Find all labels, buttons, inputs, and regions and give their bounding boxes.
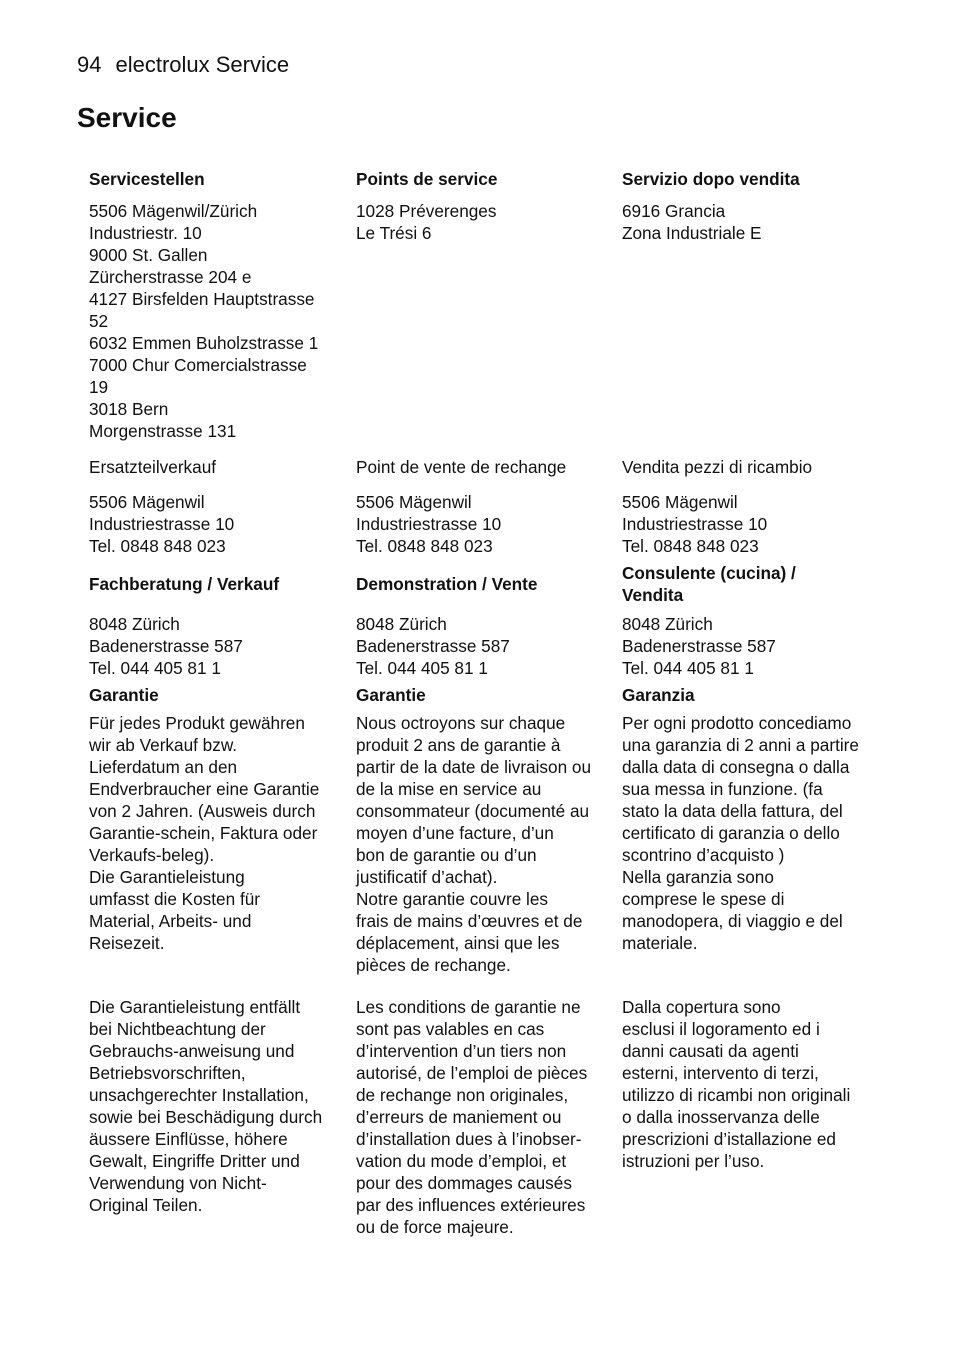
running-title: electrolux Service [115, 52, 290, 77]
consulting-address-fr: 8048 Zürich Badenerstrasse 587 Tel. 044 405 81 1 [356, 614, 510, 678]
warranty-exclusions-fr: Les conditions de garantie ne sont pas valables en cas d’intervention d’un tiers non autorisé, de l’emploi de pièces de rechange non originales, d’erreurs de maniement ou d’installation dues à l’inobser- vation du mode d’emploi, et pour des dommages causés par des influences extérieures ou de force majeure. [356, 997, 588, 1237]
spare-parts-label-de: Ersatzteilverkauf [89, 457, 217, 477]
page-title: Service [77, 102, 177, 133]
heading-demonstration: Demonstration / Vente [356, 574, 538, 594]
service-addresses-it: 6916 Grancia Zona Industriale E [622, 201, 762, 243]
warranty-exclusions-it: Dalla copertura sono esclusi il logoramento ed i danni causati da agenti esterni, intervento di terzi, utilizzo di ricambi non originali o dalla inosservanza delle prescrizioni d’istallazione ed istruzioni per l’uso. [622, 997, 851, 1171]
heading-garanzia-it: Garanzia [622, 685, 695, 705]
spare-parts-address-fr: 5506 Mägenwil Industriestrasse 10 Tel. 0848 848 023 [356, 492, 502, 556]
spare-parts-label-it: Vendita pezzi di ricambio [622, 457, 813, 477]
warranty-terms-it: Per ogni prodotto concediamo una garanzia di 2 anni a partire dalla data di consegna o dalla sua messa in funzione. (fa stato la data della fattura, del certificato di garanzia o dello scontrino d’acquisto ) Nella garanzia sono comprese le spese di manodopera, di viaggio e del materiale. [622, 713, 859, 953]
page-number: 94 [77, 52, 102, 77]
warranty-exclusions-de: Die Garantieleistung entfällt bei Nichtbeachtung der Gebrauchs-anweisung und Betriebsvorschriften, unsachgerechter Installation, sowie bei Beschädigung durch äussere Einflüsse, höhere Gewalt, Eingriffe Dritter und Verwendung von Nicht- Original Teilen. [89, 997, 323, 1215]
heading-consulente: Consulente (cucina) / Vendita [622, 563, 796, 605]
page-header [77, 52, 289, 78]
service-addresses-de: 5506 Mägenwil/Zürich Industriestr. 10 9000 St. Gallen Zürcherstrasse 204 e 4127 Birsfelden Hauptstrasse 52 6032 Emmen Buholzstrasse 1 7000 Chur Comercialstrasse 19 3018 Bern Morgenstrasse 131 [89, 201, 319, 441]
heading-servizio: Servizio dopo vendita [622, 169, 800, 189]
heading-servicestellen: Servicestellen [89, 169, 205, 189]
heading-points-de-service: Points de service [356, 169, 498, 189]
spare-parts-address-it: 5506 Mägenwil Industriestrasse 10 Tel. 0848 848 023 [622, 492, 768, 556]
heading-garantie-fr: Garantie [356, 685, 426, 705]
service-addresses-fr: 1028 Préverenges Le Trési 6 [356, 201, 497, 243]
consulting-address-it: 8048 Zürich Badenerstrasse 587 Tel. 044 405 81 1 [622, 614, 776, 678]
warranty-terms-fr: Nous octroyons sur chaque produit 2 ans de garantie à partir de la date de livraison ou de la mise en service au consommateur (documenté au moyen d’une facture, d’un bon de garantie ou d’un justificatif d’achat). Notre garantie couvre les frais de mains d’œuvres et de déplacement, ainsi que les pièces de rechange. [356, 713, 592, 975]
heading-garantie-de: Garantie [89, 685, 159, 705]
spare-parts-label-fr: Point de vente de rechange [356, 457, 567, 477]
spare-parts-address-de: 5506 Mägenwil Industriestrasse 10 Tel. 0848 848 023 [89, 492, 235, 556]
heading-fachberatung: Fachberatung / Verkauf [89, 574, 280, 594]
consulting-address-de: 8048 Zürich Badenerstrasse 587 Tel. 044 405 81 1 [89, 614, 243, 678]
warranty-terms-de: Für jedes Produkt gewähren wir ab Verkauf bzw. Lieferdatum an den Endverbraucher eine Garantie von 2 Jahren. (Ausweis durch Garantie-schein, Faktura oder Verkaufs-beleg). Die Garantieleistung umfasst die Kosten für Material, Arbeits- und Reisezeit. [89, 713, 320, 953]
